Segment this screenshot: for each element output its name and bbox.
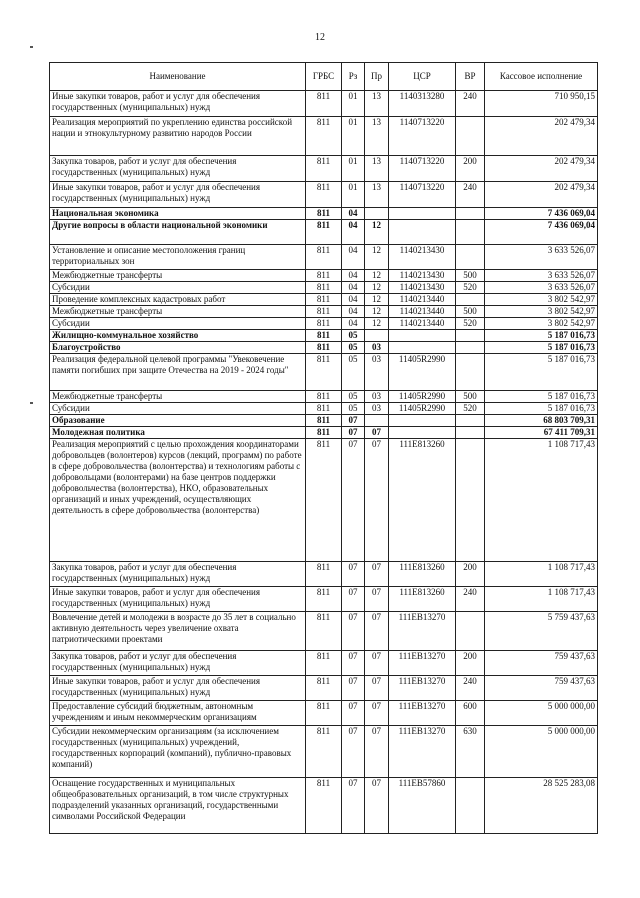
cell-pr: 07 xyxy=(365,726,389,778)
cell-grbs: 811 xyxy=(306,726,342,778)
cell-grbs: 811 xyxy=(306,612,342,651)
cell-pr xyxy=(365,330,389,342)
header-pr: Пр xyxy=(365,63,389,91)
cell-amount: 5 759 437,63 xyxy=(485,612,598,651)
cell-grbs: 811 xyxy=(306,117,342,156)
cell-name: Вовлечение детей и молодежи в возрасте до 35 лет в социально активную деятельность через увеличение охвата патриотическими проектами xyxy=(50,612,306,651)
cell-pr: 13 xyxy=(365,91,389,117)
cell-csr: 11405R2990 xyxy=(389,354,456,391)
header-csr: ЦСР xyxy=(389,63,456,91)
cell-vr: 520 xyxy=(456,282,485,294)
cell-csr: 111E813260 xyxy=(389,562,456,587)
cell-grbs: 811 xyxy=(306,330,342,342)
cell-vr: 520 xyxy=(456,403,485,415)
cell-vr xyxy=(456,439,485,562)
cell-grbs: 811 xyxy=(306,182,342,208)
cell-rz: 05 xyxy=(342,403,365,415)
cell-vr: 240 xyxy=(456,91,485,117)
cell-pr: 07 xyxy=(365,651,389,676)
cell-rz: 01 xyxy=(342,117,365,156)
cell-csr: 1140213440 xyxy=(389,294,456,306)
cell-vr xyxy=(456,778,485,834)
cell-grbs: 811 xyxy=(306,701,342,726)
cell-csr: 111E813260 xyxy=(389,439,456,562)
cell-grbs: 811 xyxy=(306,245,342,270)
cell-amount: 5 187 016,73 xyxy=(485,391,598,403)
table-row xyxy=(50,354,598,391)
cell-pr: 12 xyxy=(365,318,389,330)
cell-csr: 111EB13270 xyxy=(389,612,456,651)
cell-csr: 111E813260 xyxy=(389,587,456,612)
cell-grbs: 811 xyxy=(306,342,342,354)
cell-csr xyxy=(389,330,456,342)
cell-vr: 240 xyxy=(456,182,485,208)
cell-csr: 111EB13270 xyxy=(389,676,456,701)
cell-pr: 03 xyxy=(365,391,389,403)
cell-vr xyxy=(456,245,485,270)
table-row xyxy=(50,318,598,330)
cell-csr: 11405R2990 xyxy=(389,403,456,415)
cell-rz: 07 xyxy=(342,439,365,562)
cell-vr xyxy=(456,415,485,427)
cell-pr: 12 xyxy=(365,220,389,245)
cell-name: Закупка товаров, работ и услуг для обеспечения государственных (муниципальных) нужд xyxy=(50,562,306,587)
cell-pr: 12 xyxy=(365,282,389,294)
cell-pr: 03 xyxy=(365,354,389,391)
cell-grbs: 811 xyxy=(306,651,342,676)
table-row xyxy=(50,403,598,415)
cell-amount: 5 187 016,73 xyxy=(485,330,598,342)
header-name: Наименование xyxy=(50,63,306,91)
table-row xyxy=(50,391,598,403)
cell-grbs: 811 xyxy=(306,391,342,403)
cell-rz: 07 xyxy=(342,612,365,651)
table-row xyxy=(50,701,598,726)
cell-rz: 05 xyxy=(342,330,365,342)
cell-name: Межбюджетные трансферты xyxy=(50,391,306,403)
cell-vr: 500 xyxy=(456,306,485,318)
cell-csr: 111EB13270 xyxy=(389,701,456,726)
cell-rz: 07 xyxy=(342,562,365,587)
cell-name: Субсидии xyxy=(50,403,306,415)
table-body xyxy=(50,91,598,834)
cell-name: Национальная экономика xyxy=(50,208,306,220)
cell-name: Иные закупки товаров, работ и услуг для обеспечения государственных (муниципальных) нужд xyxy=(50,676,306,701)
cell-rz: 07 xyxy=(342,427,365,439)
cell-amount: 1 108 717,43 xyxy=(485,562,598,587)
cell-vr: 200 xyxy=(456,562,485,587)
cell-rz: 05 xyxy=(342,354,365,391)
cell-amount: 202 479,34 xyxy=(485,182,598,208)
cell-pr: 13 xyxy=(365,182,389,208)
header-vr: ВР xyxy=(456,63,485,91)
cell-rz: 04 xyxy=(342,220,365,245)
table-row xyxy=(50,330,598,342)
table-row xyxy=(50,208,598,220)
cell-vr xyxy=(456,427,485,439)
cell-amount: 3 633 526,07 xyxy=(485,270,598,282)
cell-pr: 12 xyxy=(365,294,389,306)
cell-name: Иные закупки товаров, работ и услуг для обеспечения государственных (муниципальных) нужд xyxy=(50,182,306,208)
cell-pr: 07 xyxy=(365,701,389,726)
table-row xyxy=(50,91,598,117)
cell-name: Реализация мероприятий по укреплению единства российской нации и этнокультурному развитию народов России xyxy=(50,117,306,156)
cell-name: Иные закупки товаров, работ и услуг для обеспечения государственных (муниципальных) нужд xyxy=(50,91,306,117)
cell-csr: 1140213430 xyxy=(389,270,456,282)
cell-amount: 5 000 000,00 xyxy=(485,701,598,726)
cell-name: Субсидии xyxy=(50,318,306,330)
cell-csr: 1140213430 xyxy=(389,282,456,294)
cell-pr: 13 xyxy=(365,156,389,182)
cell-grbs: 811 xyxy=(306,156,342,182)
table-row xyxy=(50,306,598,318)
cell-vr: 200 xyxy=(456,651,485,676)
cell-rz: 01 xyxy=(342,156,365,182)
cell-pr: 07 xyxy=(365,562,389,587)
cell-csr: 1140313280 xyxy=(389,91,456,117)
cell-csr: 111EB13270 xyxy=(389,726,456,778)
cell-amount: 5 000 000,00 xyxy=(485,726,598,778)
table-row xyxy=(50,282,598,294)
cell-csr: 111EB13270 xyxy=(389,651,456,676)
cell-amount: 759 437,63 xyxy=(485,676,598,701)
cell-grbs: 811 xyxy=(306,778,342,834)
cell-pr: 13 xyxy=(365,117,389,156)
cell-pr xyxy=(365,415,389,427)
cell-amount: 7 436 069,04 xyxy=(485,208,598,220)
cell-grbs: 811 xyxy=(306,427,342,439)
cell-vr xyxy=(456,342,485,354)
cell-rz: 07 xyxy=(342,587,365,612)
cell-grbs: 811 xyxy=(306,208,342,220)
cell-vr: 520 xyxy=(456,318,485,330)
table-row xyxy=(50,676,598,701)
cell-csr xyxy=(389,427,456,439)
cell-grbs: 811 xyxy=(306,587,342,612)
cell-pr xyxy=(365,208,389,220)
cell-name: Молодежная политика xyxy=(50,427,306,439)
cell-amount: 67 411 709,31 xyxy=(485,427,598,439)
cell-pr: 07 xyxy=(365,676,389,701)
cell-csr xyxy=(389,220,456,245)
table-row xyxy=(50,439,598,562)
cell-vr xyxy=(456,354,485,391)
cell-vr xyxy=(456,220,485,245)
cell-csr: 1140213440 xyxy=(389,318,456,330)
cell-name: Образование xyxy=(50,415,306,427)
cell-vr: 600 xyxy=(456,701,485,726)
cell-rz: 04 xyxy=(342,318,365,330)
cell-amount: 28 525 283,08 xyxy=(485,778,598,834)
margin-mark xyxy=(30,402,33,404)
cell-name: Закупка товаров, работ и услуг для обеспечения государственных (муниципальных) нужд xyxy=(50,651,306,676)
cell-amount: 68 803 709,31 xyxy=(485,415,598,427)
cell-grbs: 811 xyxy=(306,282,342,294)
cell-rz: 04 xyxy=(342,306,365,318)
page-number: 12 xyxy=(315,32,325,43)
table-row xyxy=(50,778,598,834)
table-row xyxy=(50,612,598,651)
cell-rz: 07 xyxy=(342,726,365,778)
cell-grbs: 811 xyxy=(306,676,342,701)
cell-vr: 500 xyxy=(456,270,485,282)
cell-rz: 07 xyxy=(342,415,365,427)
cell-csr xyxy=(389,342,456,354)
table-row xyxy=(50,427,598,439)
header-amount: Кассовое исполнение xyxy=(485,63,598,91)
table-row xyxy=(50,182,598,208)
cell-grbs: 811 xyxy=(306,294,342,306)
cell-name: Благоустройство xyxy=(50,342,306,354)
cell-vr xyxy=(456,612,485,651)
cell-grbs: 811 xyxy=(306,439,342,562)
cell-amount: 710 950,15 xyxy=(485,91,598,117)
cell-vr xyxy=(456,208,485,220)
cell-grbs: 811 xyxy=(306,562,342,587)
cell-vr: 240 xyxy=(456,676,485,701)
cell-pr: 07 xyxy=(365,427,389,439)
cell-name: Закупка товаров, работ и услуг для обеспечения государственных (муниципальных) нужд xyxy=(50,156,306,182)
cell-pr: 07 xyxy=(365,439,389,562)
table-row xyxy=(50,651,598,676)
table-row xyxy=(50,294,598,306)
cell-name: Установление и описание местоположения границ территориальных зон xyxy=(50,245,306,270)
cell-vr: 240 xyxy=(456,587,485,612)
cell-name: Иные закупки товаров, работ и услуг для обеспечения государственных (муниципальных) нужд xyxy=(50,587,306,612)
table-row xyxy=(50,245,598,270)
cell-rz: 04 xyxy=(342,282,365,294)
table-row xyxy=(50,220,598,245)
table-row xyxy=(50,562,598,587)
cell-rz: 07 xyxy=(342,701,365,726)
cell-pr: 07 xyxy=(365,612,389,651)
cell-vr xyxy=(456,294,485,306)
cell-pr: 03 xyxy=(365,342,389,354)
cell-rz: 04 xyxy=(342,208,365,220)
cell-vr: 630 xyxy=(456,726,485,778)
cell-vr: 200 xyxy=(456,156,485,182)
cell-amount: 5 187 016,73 xyxy=(485,403,598,415)
cell-amount: 5 187 016,73 xyxy=(485,354,598,391)
cell-name: Жилищно-коммунальное хозяйство xyxy=(50,330,306,342)
table-row xyxy=(50,726,598,778)
cell-pr: 03 xyxy=(365,403,389,415)
cell-csr: 11405R2990 xyxy=(389,391,456,403)
cell-rz: 05 xyxy=(342,342,365,354)
cell-rz: 05 xyxy=(342,391,365,403)
cell-name: Субсидии xyxy=(50,282,306,294)
table-row xyxy=(50,156,598,182)
cell-csr xyxy=(389,208,456,220)
cell-name: Проведение комплексных кадастровых работ xyxy=(50,294,306,306)
cell-name: Реализация мероприятий с целью прохождения координаторами добровольцев (волонтеров) курсов (лекций, программ) по работе в сфере добровольчества (волонтерства) и технологиям работы с добровольцами (волонтерами) на базе центров поддержки добровольчества (волонтерства), НКО, образовательных организаций и иных учреждений, осуществляющих деятельность в сфере добровольчества (волонтерства) xyxy=(50,439,306,562)
cell-pr: 12 xyxy=(365,270,389,282)
cell-grbs: 811 xyxy=(306,415,342,427)
cell-grbs: 811 xyxy=(306,91,342,117)
cell-name: Межбюджетные трансферты xyxy=(50,306,306,318)
cell-rz: 07 xyxy=(342,676,365,701)
cell-pr: 07 xyxy=(365,587,389,612)
cell-grbs: 811 xyxy=(306,270,342,282)
cell-name: Другие вопросы в области национальной экономики xyxy=(50,220,306,245)
cell-rz: 04 xyxy=(342,270,365,282)
cell-rz: 07 xyxy=(342,651,365,676)
cell-csr: 1140713220 xyxy=(389,117,456,156)
cell-rz: 04 xyxy=(342,294,365,306)
table-row xyxy=(50,587,598,612)
cell-amount: 3 633 526,07 xyxy=(485,282,598,294)
cell-csr: 1140213430 xyxy=(389,245,456,270)
table-header-row xyxy=(50,63,598,91)
table-row xyxy=(50,415,598,427)
cell-amount: 5 187 016,73 xyxy=(485,342,598,354)
cell-grbs: 811 xyxy=(306,306,342,318)
cell-amount: 7 436 069,04 xyxy=(485,220,598,245)
cell-amount: 3 633 526,07 xyxy=(485,245,598,270)
cell-grbs: 811 xyxy=(306,354,342,391)
cell-name: Субсидии некоммерческим организациям (за исключением государственных (муниципальных) учреждений, государственных корпораций (компаний), публично-правовых компаний) xyxy=(50,726,306,778)
cell-amount: 3 802 542,97 xyxy=(485,294,598,306)
cell-csr: 1140713220 xyxy=(389,182,456,208)
cell-csr xyxy=(389,415,456,427)
cell-vr: 500 xyxy=(456,391,485,403)
table-row xyxy=(50,117,598,156)
margin-mark xyxy=(30,46,33,48)
cell-name: Оснащение государственных и муниципальных общеобразовательных организаций, в том числе структурных подразделений указанных организаций, государственными символами Российской Федерации xyxy=(50,778,306,834)
cell-amount: 1 108 717,43 xyxy=(485,439,598,562)
cell-rz: 01 xyxy=(342,91,365,117)
cell-name: Реализация федеральной целевой программы "Увековечение памяти погибших при защите Отечества на 2019 - 2024 годы" xyxy=(50,354,306,391)
cell-pr: 12 xyxy=(365,245,389,270)
cell-vr xyxy=(456,117,485,156)
header-grbs: ГРБС xyxy=(306,63,342,91)
cell-rz: 04 xyxy=(342,245,365,270)
header-rz: Рз xyxy=(342,63,365,91)
cell-grbs: 811 xyxy=(306,403,342,415)
cell-pr: 12 xyxy=(365,306,389,318)
cell-rz: 07 xyxy=(342,778,365,834)
cell-csr: 111EB57860 xyxy=(389,778,456,834)
cell-amount: 1 108 717,43 xyxy=(485,587,598,612)
cell-rz: 01 xyxy=(342,182,365,208)
cell-name: Межбюджетные трансферты xyxy=(50,270,306,282)
cell-amount: 3 802 542,97 xyxy=(485,306,598,318)
cell-amount: 202 479,34 xyxy=(485,156,598,182)
table-row xyxy=(50,342,598,354)
cell-grbs: 811 xyxy=(306,318,342,330)
cell-amount: 202 479,34 xyxy=(485,117,598,156)
cell-amount: 3 802 542,97 xyxy=(485,318,598,330)
cell-vr xyxy=(456,330,485,342)
cell-name: Предоставление субсидий бюджетным, автономным учреждениям и иным некоммерческим организациям xyxy=(50,701,306,726)
cell-csr: 1140713220 xyxy=(389,156,456,182)
cell-amount: 759 437,63 xyxy=(485,651,598,676)
budget-table xyxy=(49,62,598,834)
cell-pr: 07 xyxy=(365,778,389,834)
cell-csr: 1140213440 xyxy=(389,306,456,318)
table-row xyxy=(50,270,598,282)
cell-grbs: 811 xyxy=(306,220,342,245)
